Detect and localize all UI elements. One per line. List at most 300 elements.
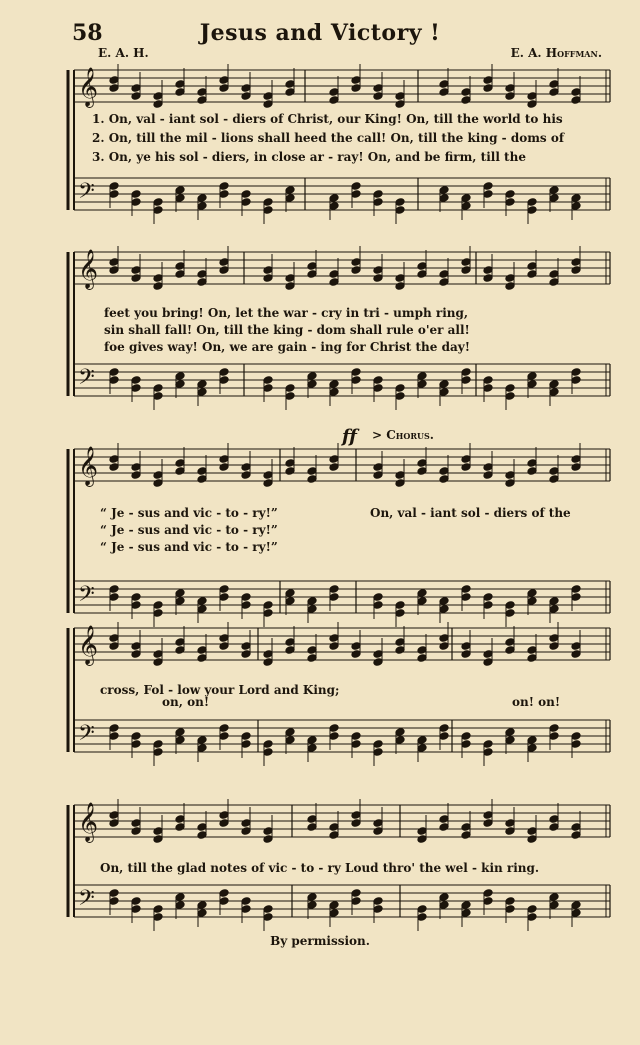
note-head — [373, 748, 383, 757]
note-head — [153, 198, 163, 207]
note-head — [131, 642, 141, 651]
note-head — [197, 909, 207, 918]
treble-clef-icon: 𝄞 — [78, 249, 99, 289]
note-head — [417, 262, 427, 271]
note-head — [483, 819, 493, 828]
note-head — [373, 740, 383, 749]
note-head — [549, 380, 559, 389]
note-head — [153, 206, 163, 215]
note-head — [131, 384, 141, 393]
note-head — [439, 901, 449, 910]
treble-clef-icon: 𝄞 — [78, 625, 99, 665]
note-head — [351, 266, 361, 275]
note-head — [351, 889, 361, 898]
note-head — [197, 831, 207, 840]
note-head — [197, 823, 207, 832]
note-head — [241, 92, 251, 101]
note-head — [571, 96, 581, 105]
note-head — [439, 80, 449, 89]
note-head — [153, 274, 163, 283]
note-head — [549, 605, 559, 614]
note-head — [395, 282, 405, 291]
verse-3-line-1: 3. On, ye his sol - diers, in close ar - ray! On, and be firm, till the — [92, 150, 526, 164]
note-head — [285, 88, 295, 97]
note-head — [153, 92, 163, 101]
refrain-line-2: “ Je - sus and vic - to - ry!” — [100, 523, 278, 537]
note-head — [307, 475, 317, 484]
note-head — [527, 206, 537, 215]
note-head — [549, 270, 559, 279]
note-head — [527, 198, 537, 207]
note-head — [329, 634, 339, 643]
note-head — [131, 732, 141, 741]
note-head — [197, 901, 207, 910]
note-head — [505, 819, 515, 828]
note-head — [329, 585, 339, 594]
verse-3-line-2: foe gives way! On, we are gain - ing for Christ the day! — [104, 340, 470, 354]
note-head — [241, 740, 251, 749]
note-head — [153, 282, 163, 291]
note-head — [505, 897, 515, 906]
note-head — [175, 262, 185, 271]
note-head — [153, 650, 163, 659]
note-head — [219, 455, 229, 464]
note-head — [571, 909, 581, 918]
dynamic-marking: ff — [342, 426, 357, 447]
note-head — [219, 258, 229, 267]
note-head — [285, 80, 295, 89]
note-head — [461, 642, 471, 651]
note-head — [131, 198, 141, 207]
note-head — [153, 905, 163, 914]
note-head — [219, 585, 229, 594]
note-head — [219, 190, 229, 199]
note-head — [197, 605, 207, 614]
note-head — [175, 728, 185, 737]
note-head — [417, 372, 427, 381]
note-head — [351, 190, 361, 199]
note-head — [109, 634, 119, 643]
note-head — [241, 897, 251, 906]
note-head — [483, 84, 493, 93]
note-head — [373, 84, 383, 93]
note-head — [395, 92, 405, 101]
note-head — [439, 642, 449, 651]
note-head — [109, 732, 119, 741]
note-head — [219, 368, 229, 377]
note-head — [175, 194, 185, 203]
note-head — [527, 380, 537, 389]
note-head — [571, 258, 581, 267]
note-head — [241, 905, 251, 914]
note-head — [241, 198, 251, 207]
bass-clef-icon: 𝄢 — [78, 179, 95, 209]
note-head — [219, 897, 229, 906]
note-head — [395, 479, 405, 488]
note-head — [505, 190, 515, 199]
note-head — [109, 593, 119, 602]
note-head — [175, 597, 185, 606]
note-head — [329, 88, 339, 97]
note-head — [131, 897, 141, 906]
note-head — [439, 186, 449, 195]
note-head — [197, 597, 207, 606]
note-head — [571, 593, 581, 602]
note-head — [197, 202, 207, 211]
note-head — [307, 901, 317, 910]
chorus-lyric-2: cross, Fol - low your Lord and King; — [100, 683, 340, 697]
note-head — [131, 819, 141, 828]
note-head — [329, 642, 339, 651]
note-head — [395, 198, 405, 207]
note-head — [131, 471, 141, 480]
note-head — [527, 100, 537, 109]
verse-1-line-2: feet you bring! On, let the war - cry in tri - umph ring, — [104, 306, 469, 320]
note-head — [241, 190, 251, 199]
note-head — [527, 262, 537, 271]
note-head — [417, 905, 427, 914]
note-head — [263, 274, 273, 283]
note-head — [505, 609, 515, 618]
note-head — [175, 638, 185, 647]
note-head — [153, 827, 163, 836]
note-head — [285, 589, 295, 598]
note-head — [307, 815, 317, 824]
note-head — [571, 88, 581, 97]
note-head — [307, 744, 317, 753]
note-head — [131, 376, 141, 385]
note-head — [505, 471, 515, 480]
note-head — [395, 384, 405, 393]
note-head — [439, 88, 449, 97]
note-head — [307, 270, 317, 279]
note-head — [329, 194, 339, 203]
note-head — [263, 650, 273, 659]
echo-lyric-left: on, on! — [162, 695, 210, 709]
note-head — [329, 909, 339, 918]
note-head — [307, 893, 317, 902]
page-number: 58 — [72, 20, 103, 46]
chorus-label — [372, 428, 434, 442]
note-head — [219, 84, 229, 93]
note-head — [439, 475, 449, 484]
chorus-lyric-3: On, till the glad notes of vic - to - ry Loud thro' the wel - kin ring. — [100, 861, 540, 875]
note-head — [153, 748, 163, 757]
note-head — [351, 811, 361, 820]
note-head — [197, 744, 207, 753]
note-head — [109, 811, 119, 820]
note-head — [505, 638, 515, 647]
note-head — [109, 819, 119, 828]
note-head — [329, 593, 339, 602]
note-head — [109, 76, 119, 85]
note-head — [483, 748, 493, 757]
note-head — [153, 740, 163, 749]
note-head — [373, 905, 383, 914]
note-head — [241, 601, 251, 610]
note-head — [549, 724, 559, 733]
note-head — [285, 282, 295, 291]
note-head — [439, 605, 449, 614]
note-head — [131, 650, 141, 659]
note-head — [109, 84, 119, 93]
note-head — [175, 736, 185, 745]
note-head — [527, 467, 537, 476]
note-head — [329, 202, 339, 211]
note-head — [571, 642, 581, 651]
note-head — [549, 88, 559, 97]
note-head — [329, 901, 339, 910]
note-head — [263, 601, 273, 610]
note-head — [483, 384, 493, 393]
note-head — [483, 650, 493, 659]
note-head — [307, 654, 317, 663]
note-head — [263, 266, 273, 275]
note-head — [483, 601, 493, 610]
note-head — [219, 463, 229, 472]
page-title: Jesus and Victory ! — [199, 20, 441, 46]
bass-clef-icon: 𝄢 — [78, 886, 95, 916]
note-head — [197, 194, 207, 203]
note-head — [571, 194, 581, 203]
note-head — [461, 823, 471, 832]
note-head — [153, 658, 163, 667]
note-head — [197, 736, 207, 745]
note-head — [219, 819, 229, 828]
note-head — [109, 258, 119, 267]
note-head — [263, 471, 273, 480]
note-head — [571, 455, 581, 464]
note-head — [417, 744, 427, 753]
note-head — [373, 384, 383, 393]
note-head — [461, 368, 471, 377]
note-head — [285, 384, 295, 393]
note-head — [571, 202, 581, 211]
note-head — [549, 823, 559, 832]
note-head — [527, 744, 537, 753]
note-head — [285, 728, 295, 737]
note-head — [527, 92, 537, 101]
note-head — [153, 471, 163, 480]
note-head — [109, 463, 119, 472]
note-head — [395, 206, 405, 215]
note-head — [439, 732, 449, 741]
note-head — [505, 646, 515, 655]
note-head — [197, 380, 207, 389]
note-head — [373, 274, 383, 283]
note-head — [549, 467, 559, 476]
note-head — [505, 198, 515, 207]
note-head — [527, 736, 537, 745]
note-head — [571, 585, 581, 594]
note-head — [153, 835, 163, 844]
note-head — [219, 642, 229, 651]
note-head — [439, 724, 449, 733]
note-head — [241, 471, 251, 480]
note-head — [263, 92, 273, 101]
note-head — [131, 601, 141, 610]
note-head — [439, 380, 449, 389]
note-head — [571, 368, 581, 377]
note-head — [417, 646, 427, 655]
note-head — [351, 740, 361, 749]
note-head — [263, 384, 273, 393]
note-head — [461, 258, 471, 267]
note-head — [395, 609, 405, 618]
note-head — [109, 266, 119, 275]
note-head — [549, 194, 559, 203]
note-head — [219, 889, 229, 898]
note-head — [373, 190, 383, 199]
note-head — [417, 835, 427, 844]
note-head — [131, 905, 141, 914]
note-head — [527, 835, 537, 844]
note-head — [109, 642, 119, 651]
note-head — [505, 282, 515, 291]
note-head — [439, 270, 449, 279]
permission-note: By permission. — [270, 934, 370, 948]
note-head — [175, 270, 185, 279]
note-head — [153, 601, 163, 610]
note-head — [461, 909, 471, 918]
note-head — [131, 274, 141, 283]
note-head — [439, 823, 449, 832]
verse-2-line-2: sin shall fall! On, till the king - dom shall rule o'er all! — [104, 323, 470, 337]
note-head — [505, 905, 515, 914]
note-head — [329, 380, 339, 389]
note-head — [549, 388, 559, 397]
note-head — [483, 897, 493, 906]
note-head — [285, 597, 295, 606]
note-head — [175, 823, 185, 832]
note-head — [329, 732, 339, 741]
note-head — [373, 266, 383, 275]
note-head — [373, 593, 383, 602]
note-head — [549, 901, 559, 910]
note-head — [395, 274, 405, 283]
note-head — [549, 80, 559, 89]
note-head — [505, 601, 515, 610]
note-head — [109, 376, 119, 385]
note-head — [307, 646, 317, 655]
note-head — [263, 609, 273, 618]
note-head — [175, 901, 185, 910]
note-head — [461, 593, 471, 602]
note-head — [461, 585, 471, 594]
note-head — [153, 384, 163, 393]
note-head — [241, 732, 251, 741]
note-head — [307, 736, 317, 745]
bass-clef-icon: 𝄢 — [78, 582, 95, 612]
note-head — [109, 724, 119, 733]
note-head — [417, 913, 427, 922]
note-head — [549, 186, 559, 195]
note-head — [373, 376, 383, 385]
note-head — [307, 605, 317, 614]
note-head — [131, 740, 141, 749]
note-head — [219, 593, 229, 602]
note-head — [329, 278, 339, 287]
note-head — [417, 467, 427, 476]
note-head — [131, 593, 141, 602]
note-head — [329, 455, 339, 464]
note-head — [241, 642, 251, 651]
note-head — [461, 194, 471, 203]
note-head — [571, 266, 581, 275]
note-head — [527, 597, 537, 606]
note-head — [285, 392, 295, 401]
note-head — [505, 728, 515, 737]
note-head — [197, 88, 207, 97]
note-head — [285, 736, 295, 745]
note-head — [175, 80, 185, 89]
bass-clef-icon: 𝄢 — [78, 721, 95, 751]
bass-clef-icon: 𝄢 — [78, 365, 95, 395]
note-head — [549, 642, 559, 651]
note-head — [571, 732, 581, 741]
note-head — [395, 392, 405, 401]
note-head — [571, 901, 581, 910]
note-head — [263, 100, 273, 109]
chorus-lyric-1: On, val - iant sol - diers of the — [370, 506, 571, 520]
note-head — [571, 831, 581, 840]
note-head — [417, 597, 427, 606]
note-head — [351, 819, 361, 828]
note-head — [241, 463, 251, 472]
lyricist-credit: E. A. H. — [98, 46, 149, 60]
note-head — [461, 376, 471, 385]
note-head — [285, 274, 295, 283]
note-head — [439, 467, 449, 476]
note-head — [175, 186, 185, 195]
note-head — [175, 88, 185, 97]
note-head — [109, 585, 119, 594]
note-head — [461, 463, 471, 472]
note-head — [439, 815, 449, 824]
verse-1-line-1: 1. On, val - iant sol - diers of Christ, our King! On, till the world to his — [92, 112, 563, 126]
note-head — [373, 198, 383, 207]
note-head — [307, 597, 317, 606]
refrain-line-1: “ Je - sus and vic - to - ry!” — [100, 506, 278, 520]
note-head — [351, 897, 361, 906]
note-head — [351, 76, 361, 85]
note-head — [263, 827, 273, 836]
note-head — [285, 459, 295, 468]
note-head — [197, 270, 207, 279]
note-head — [439, 278, 449, 287]
note-head — [439, 194, 449, 203]
note-head — [461, 202, 471, 211]
treble-clef-icon: 𝄞 — [78, 802, 99, 842]
note-head — [483, 889, 493, 898]
note-head — [197, 467, 207, 476]
note-head — [505, 827, 515, 836]
note-head — [483, 811, 493, 820]
note-head — [505, 92, 515, 101]
note-head — [153, 913, 163, 922]
note-head — [197, 96, 207, 105]
note-head — [461, 732, 471, 741]
note-head — [373, 819, 383, 828]
note-head — [219, 811, 229, 820]
note-head — [373, 601, 383, 610]
note-head — [395, 728, 405, 737]
note-head — [549, 475, 559, 484]
note-head — [285, 194, 295, 203]
note-head — [571, 376, 581, 385]
note-head — [549, 634, 559, 643]
note-head — [219, 266, 229, 275]
